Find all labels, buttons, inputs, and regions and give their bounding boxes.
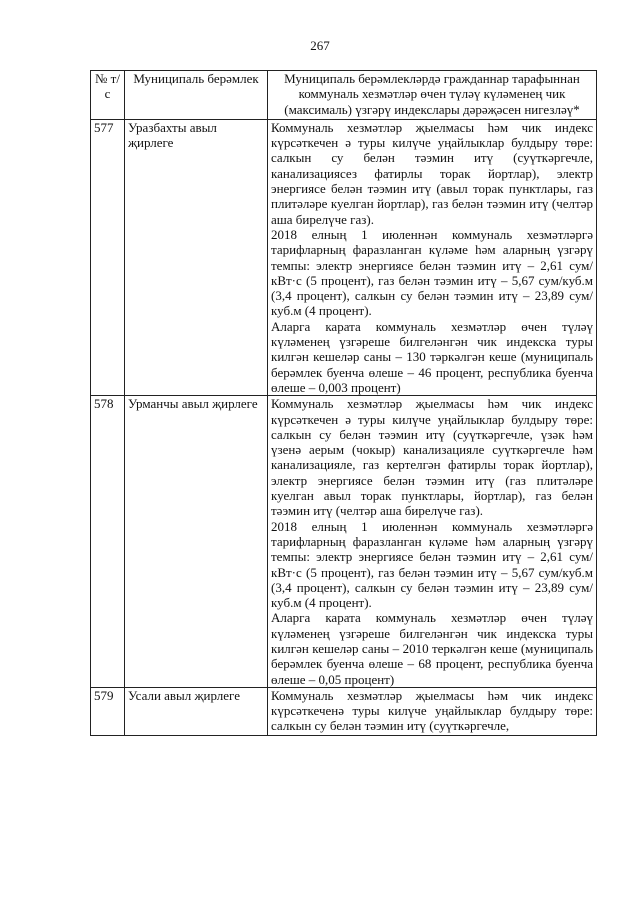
page-number: 267 xyxy=(310,38,330,53)
row-number: 578 xyxy=(91,396,125,688)
header-basis: Муниципаль берәмлекләрдә гражданнар тарафыннан коммуналь хезмәтләр өчен түләү күләменең чик (максималь) үзгәрү индекслары дәрәҗәсен нигезләү* xyxy=(268,71,597,120)
basis-description xyxy=(268,687,597,735)
description-paragraph: 2018 елның 1 июленнән коммуналь хезмәтләргә тарифларның фаразланган күләме һәм аларның үзгәрү темпы: электр энергиясе белән тәэмин итү – 2,61 сум/кВт·с (5 процент), газ белән тәэмин итү – 5,67 сум/куб.м (3,4 процент), салкын су белән тәэмин итү – 23,89 сум/куб.м (4 процент). xyxy=(271,226,593,319)
tariff-table xyxy=(90,70,597,736)
table-header-row xyxy=(91,71,597,120)
municipality-name: Урманчы авыл җирлеге xyxy=(125,396,268,688)
municipality-name: Уразбахты авыл җирлеге xyxy=(125,119,268,395)
basis-description xyxy=(268,119,597,395)
description-paragraph: Коммуналь хезмәтләр җыелмасы һәм чик индекс күрсәткечен ә туры килүче уңайлыклар булдыру төре: салкын су белән тәэмин итү (суүткәргечле, канализациясез фатирлы торак йортлар), электр энергиясе белән тәэмин итү (авыл торак пунктлары, газ плитәләре куелган йортлар), газ белән тәэмин итү (челтәр аша бирелүче газ). xyxy=(271,119,593,227)
basis-description xyxy=(268,396,597,688)
municipality-name: Усали авыл җирлеге xyxy=(125,687,268,735)
description-paragraph: 2018 елның 1 июленнән коммуналь хезмәтләргә тарифларның фаразланган күләме һәм аларның үзгәрү темпы: электр энергиясе белән тәэмин итү – 2,61 сум/кВт·с (5 процент), газ белән тәэмин итү – 5,67 сум/куб.м (3,4 процент), салкын су белән тәэмин итү – 23,89 сум/куб.м (4 процент). xyxy=(271,518,593,611)
row-number: 579 xyxy=(91,687,125,735)
table-row xyxy=(91,119,597,395)
description-paragraph: Аларга карата коммуналь хезмәтләр өчен түләү күләменең үзгәреше билгеләнгән чик индекска туры килгән кешеләр саны – 2010 теркәлгән кеше (муниципаль берәмлек буенча өлеше – 68 процент, республика буенча өлеше – 0,05 процент) xyxy=(271,610,593,687)
table-row xyxy=(91,396,597,688)
description-paragraph: Коммуналь хезмәтләр җыелмасы һәм чик индекс күрсәткеченә туры килүче уңайлыклар булдыру төре: салкын су белән тәэмин итү (суүткәргечле, xyxy=(271,687,593,734)
header-num: № т/с xyxy=(91,71,125,120)
description-paragraph: Коммуналь хезмәтләр җыелмасы һәм чик индекс күрсәткечен ә туры килүче уңайлыклар булдыру төре: салкын су белән тәэмин итү (суүткәргечле, үзәк һәм үзенә аерым (чокыр) канализацияле суүткәргечле һәм канализацияле, газ кертелгән фатирлы торак йортлар), электр энергиясе белән тәэмин итү (газ плитәләре куелган авыл торак пунктлары, йортлар), газ белән тәэмин итү (челтәр аша бирелүче газ). xyxy=(271,396,593,519)
table-row xyxy=(91,687,597,735)
row-number: 577 xyxy=(91,119,125,395)
description-paragraph: Аларга карата коммуналь хезмәтләр өчен түләү күләменең үзгәреше билгеләнгән чик индекска туры килгән кешеләр саны – 130 тәркәлгән кеше (муниципаль берәмлек буенча өлеше – 46 процент, республика буенча өлеше – 0,003 процент) xyxy=(271,318,593,395)
header-municipality: Муниципаль берәмлек xyxy=(125,71,268,120)
